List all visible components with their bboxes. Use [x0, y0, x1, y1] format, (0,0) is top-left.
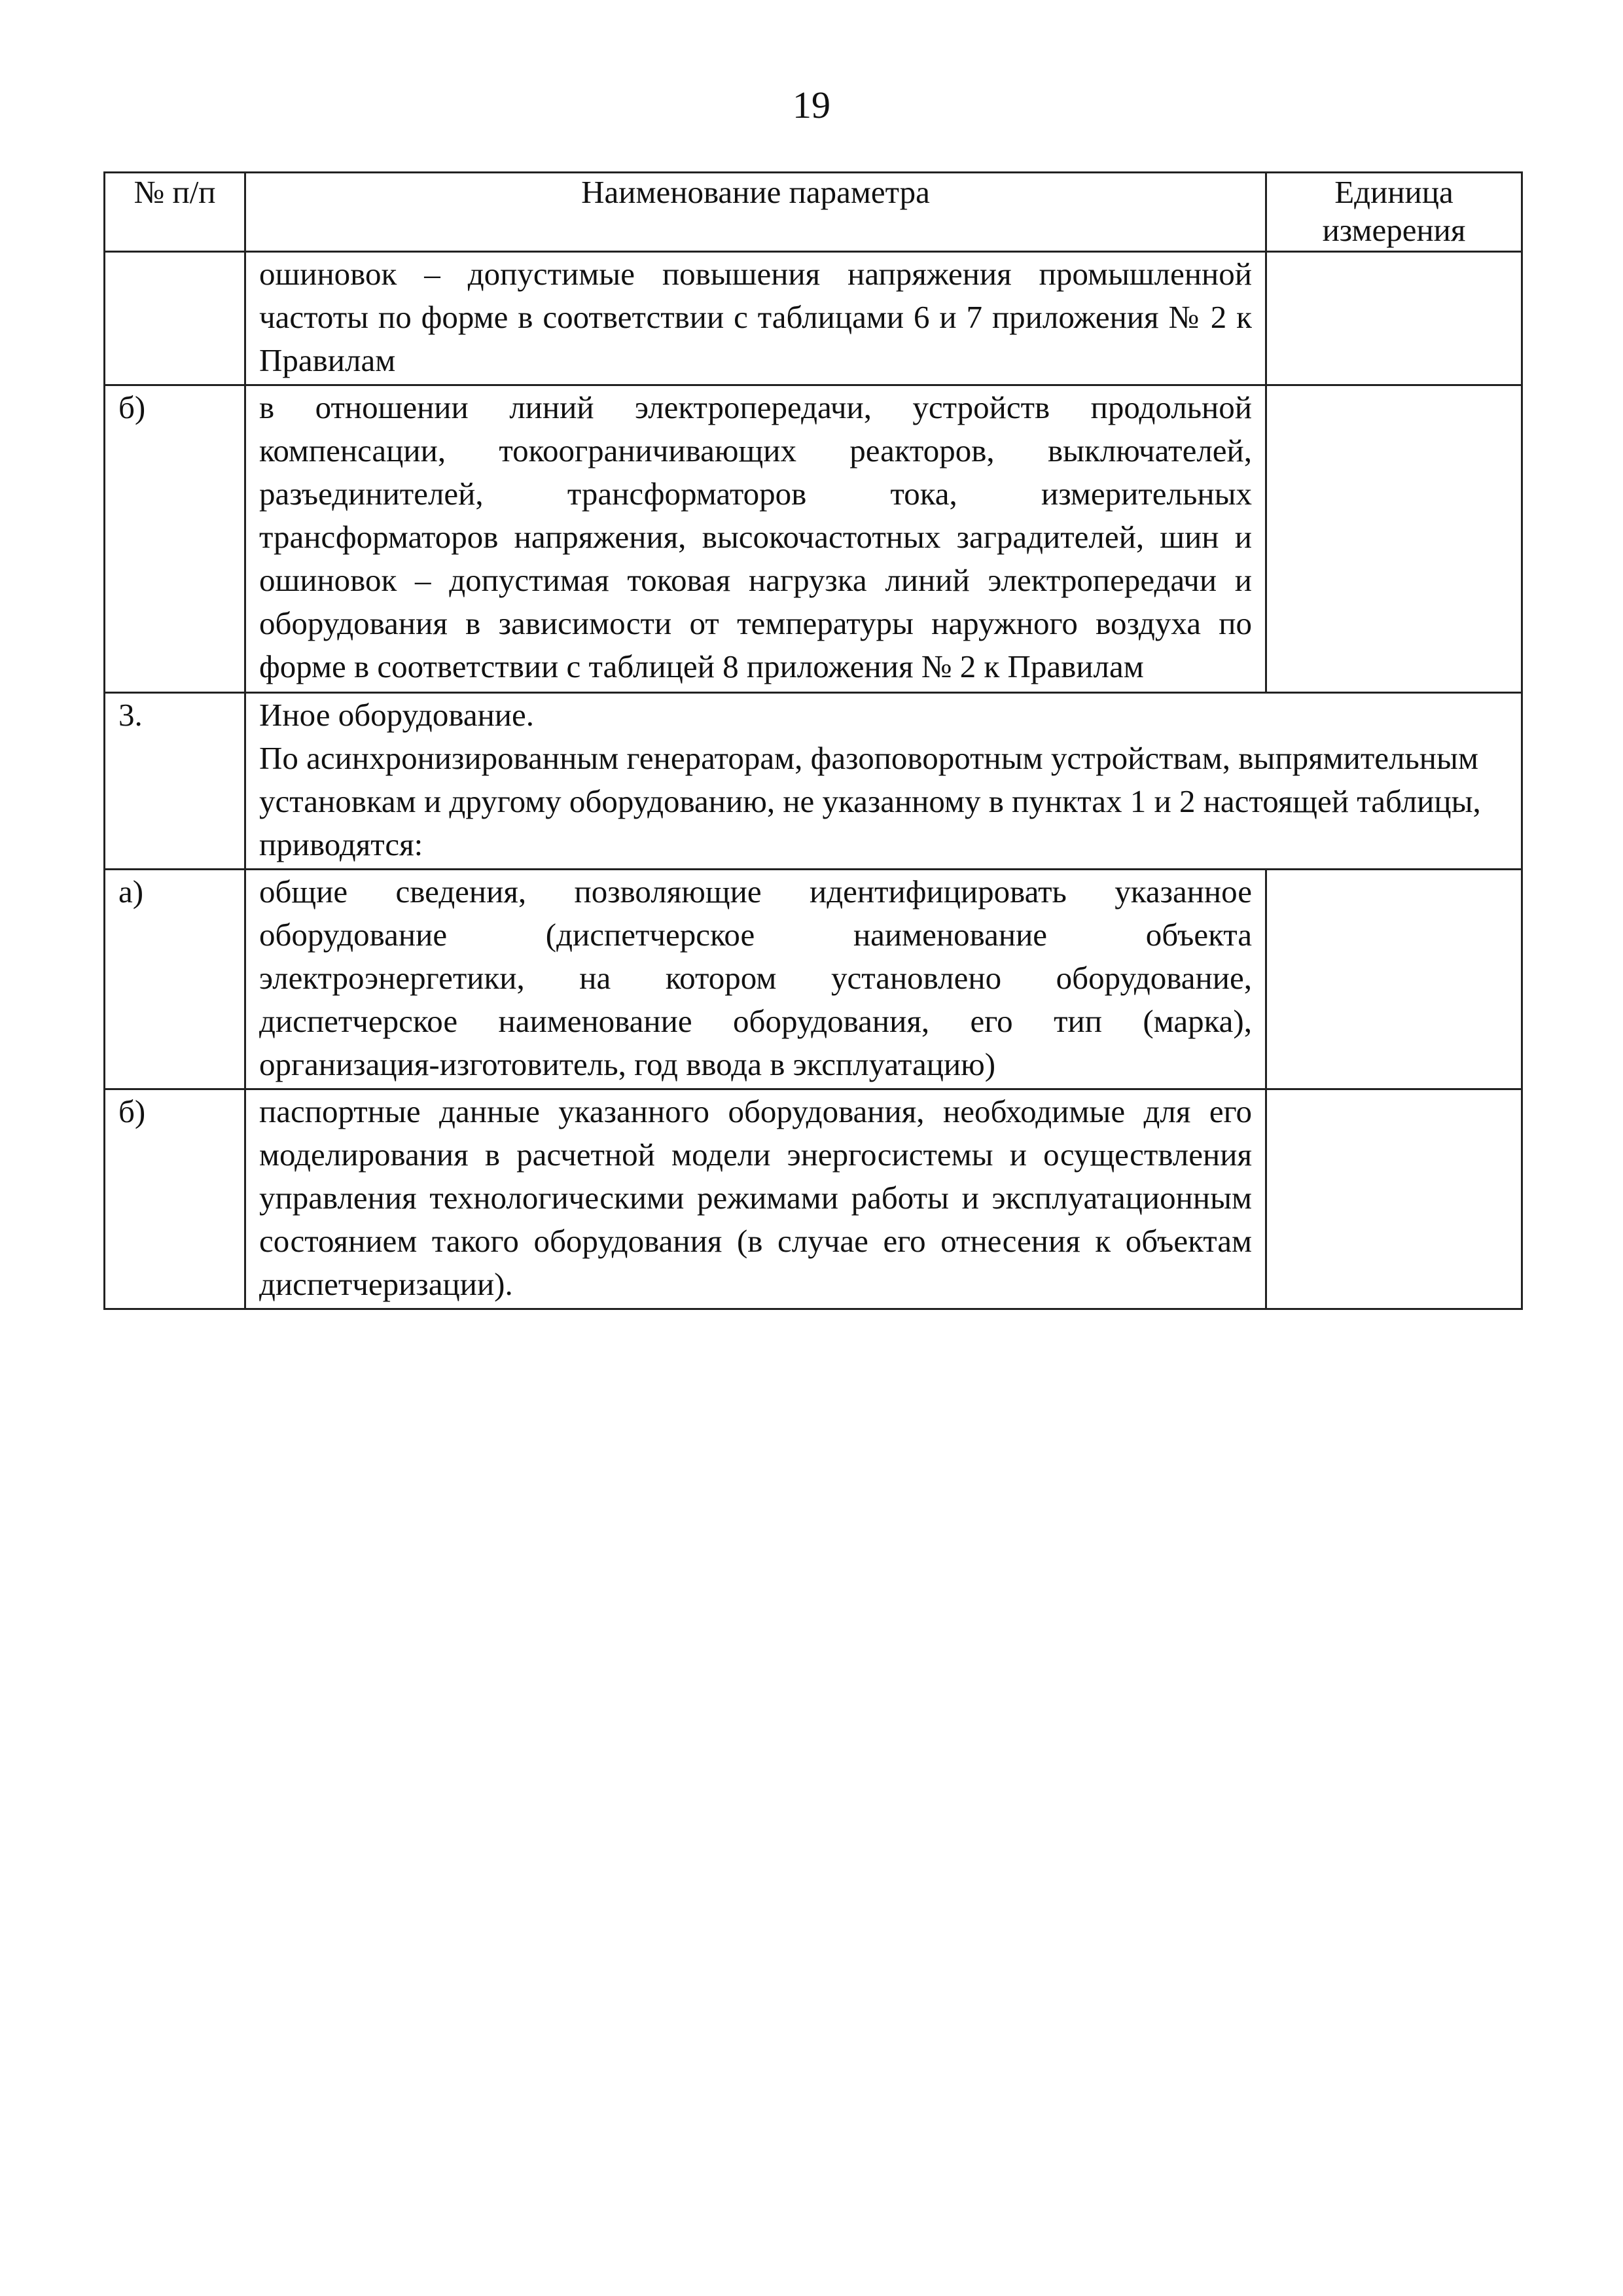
- row-parameter-name: в отношении линий электропередачи, устройств продольной компенсации, токоограничивающих реакторов, выключателей, разъединителей, трансформаторов тока, измерительных трансформаторов напряжения, высокочастотных заградителей, шин и ошиновок – допустимая токовая нагрузка линий электропередачи и оборудования в зависимости от температуры наружного воздуха по форме в соответствии с таблицей 8 приложения № 2 к Правилам: [245, 385, 1266, 693]
- header-unit: Единица измерения: [1266, 173, 1522, 252]
- section-body: По асинхронизированным генераторам, фазоповоротным устройствам, выпрямительным установкам и другому оборудованию, не указанному в пунктах 1 и 2 настоящей таблицы, приводятся:: [259, 740, 1481, 862]
- row-unit: [1266, 252, 1522, 385]
- row-parameter-name: общие сведения, позволяющие идентифицировать указанное оборудование (диспетчерское наименование объекта электроэнергетики, на котором установлено оборудование, диспетчерское наименование оборудования, его тип (марка), организация-изготовитель, год ввода в эксплуатацию): [245, 870, 1266, 1089]
- row-unit: [1266, 1089, 1522, 1309]
- header-number: № п/п: [105, 173, 245, 252]
- row-number: а): [105, 870, 245, 1089]
- row-unit: [1266, 385, 1522, 693]
- parameters-table: [103, 171, 1523, 1310]
- row-number: 3.: [105, 693, 245, 870]
- section-title: Иное оборудование.: [259, 697, 535, 733]
- row-parameter-name: ошиновок – допустимые повышения напряжения промышленной частоты по форме в соответствии с таблицами 6 и 7 приложения № 2 к Правилам: [245, 252, 1266, 385]
- row-number: б): [105, 385, 245, 693]
- table-header-row: [105, 173, 1522, 252]
- section-cell: [245, 693, 1522, 870]
- row-number: б): [105, 1089, 245, 1309]
- row-parameter-name: паспортные данные указанного оборудования, необходимые для его моделирования в расчетной модели энергосистемы и осуществления управления технологическими режимами работы и эксплуатационным состоянием такого оборудования (в случае его отнесения к объектам диспетчеризации).: [245, 1089, 1266, 1309]
- table-row: [105, 1089, 1522, 1309]
- row-number: [105, 252, 245, 385]
- table-row: [105, 870, 1522, 1089]
- table-row-section: [105, 693, 1522, 870]
- page-number: 19: [793, 84, 830, 126]
- table-row: [105, 252, 1522, 385]
- header-parameter-name: Наименование параметра: [245, 173, 1266, 252]
- row-unit: [1266, 870, 1522, 1089]
- table-row: [105, 385, 1522, 693]
